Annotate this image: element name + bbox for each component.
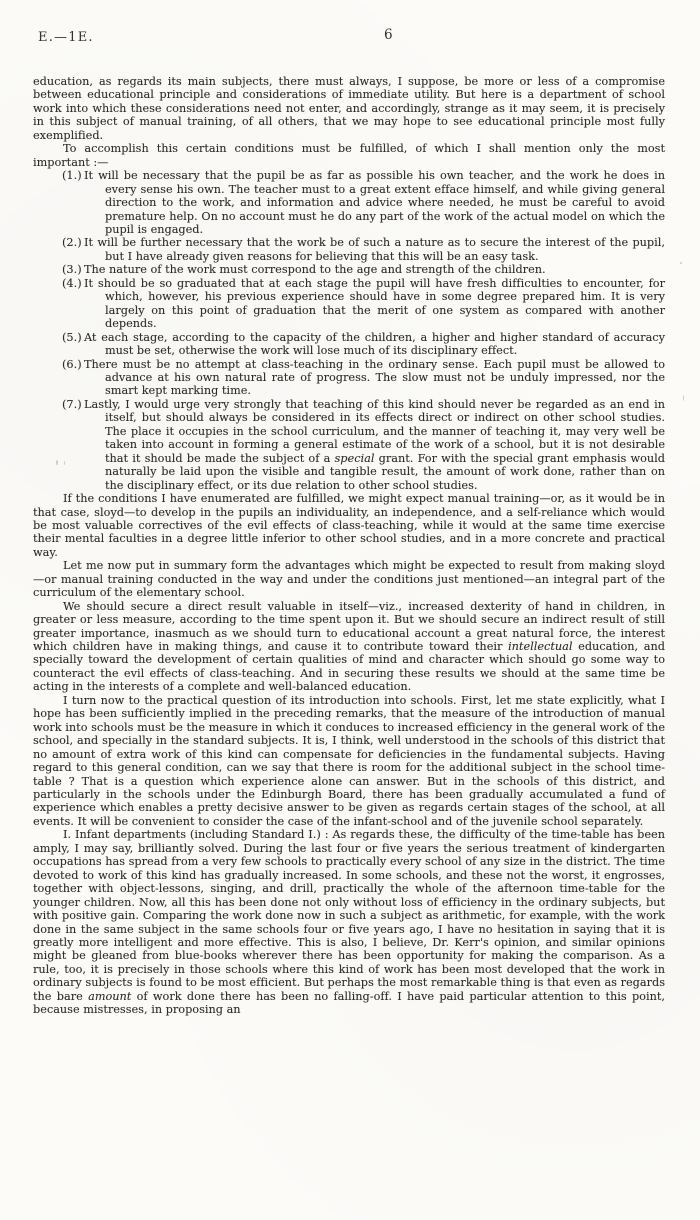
text-run: If the conditions I have enumerated are fulfilled, we might expect manual training—or, as it would be in that case, sloyd—to develop in the pupils an individuality, an independence, and a self-reliance which would be most valuable correctives of the evil effects of class-teaching, while it would at the same time exercise their mental faculties in a degree little inferior to other school studies, and in a more concrete and practical way. (33, 492, 665, 559)
list-item (33, 331, 665, 358)
paragraph (33, 75, 665, 142)
document-body (33, 75, 665, 1017)
list-item (33, 169, 665, 236)
text-run: I turn now to the practical question of its introduction into schools. First, let me state explicitly, what I hope has been sufficiently implied in the preceding remarks, that the measure of the introduction of manual work into schools must be the measure in which it conduces to increased efficiency in the general work of the school, and specially in the standard subjects. It is, I think, well understood in the schools of this district that no amount of extra work of this kind can compensate for deficiencies in the fundamental subjects. Having regard to this general condition, can we say that there is room for the additional subject in the school time-table ? That is a question which experience alone can answer. But in the schools of this district, and particularly in the schools under the Edinburgh Board, there has been gradually accumulated a fund of experience which enables a pretty decisive answer to be given as regards certain stages of the school, at all events. It will be convenient to consider the case of the infant-school and of the juvenile school separately. (33, 693, 665, 828)
list-item-number: (5.) (62, 330, 82, 344)
text-run: At each stage, according to the capacity of the children, a higher and higher standard of accuracy must be set, otherwise the work will lose much of its disciplinary effect. (84, 330, 665, 358)
text-run: I. Infant departments (including Standard I.) : As regards these, the difficulty of the time-table has been amply, I may say, brilliantly solved. During the last four or five years the serious treatment of kindergarten occupations has spread from a very few schools to practically every school of any size in the district. The time devoted to work of this kind has gradually increased. In some schools, and these not the worst, it engrosses, together with object-lessons, singing, and drill, practically the whole of the afternoon time-table for the younger children. Now, all this has been done not only without loss of efficiency in the ordinary subjects, but with positive gain. Comparing the work done now in such a subject as arithmetic, for example, with the work done in the same subject in the same schools four or five years ago, I have no hesitation in saying that it is greatly more intelligent and more effective. This is also, I believe, Dr. Kerr's opinion, and similar opinions might be gleaned from blue-books wherever there has been opportunity for making the comparison. As a rule, too, it is precisely in those schools where this kind of work has been most developed that the work in ordinary subjects is found to be most efficient. But perhaps the most remarkable thing is that even as regards the bare (33, 828, 665, 1003)
text-run: The nature of the work must correspond to the age and strength of the children. (84, 263, 546, 277)
text-run: Lastly, I would urge very strongly that teaching of this kind should never be regarded as an end in itself, but should always be considered in its effects direct or indirect on other school studies. The place it occupies in the school curriculum, and the manner of teaching it, may very well be taken into account in forming a general estimate of the work of a school, but it is not desirable that it should be made the subject of a (84, 397, 665, 465)
text-run: It should be so graduated that at each stage the pupil will have fresh difficulties to encounter, for which, however, his previous experience should have in some degree prepared him. It is very largely on this point of graduation that the merit of one system as compared with another depends. (84, 276, 665, 331)
text-run: We should secure a direct result valuable in itself—viz., increased dexterity of hand in children, in greater or less measure, according to the time spent upon it. But we should secure an indirect result of still greater importance, inasmuch as we should turn to educational account a great natural force, the interest which children have in making things, and cause it to contribute toward their (33, 599, 665, 654)
paragraph (33, 694, 665, 829)
paragraph (33, 142, 665, 169)
text-run: There must be no attempt at class-teaching in the ordinary sense. Each pupil must be allowed to advance at his own natural rate of progress. The slow must not be unduly impressed, nor the smart kept marking time. (84, 357, 665, 398)
list-item-number: (3.) (62, 263, 82, 277)
list-item (33, 398, 665, 492)
text-run: education, and specially toward the development of certain qualities of mind and character which should go some way to counteract the evil effects of class-teaching. And in securing these results we should at the same time be acting in the interests of a complete and well-balanced education. (33, 640, 665, 694)
list-item-number: (4.) (62, 276, 82, 290)
emphasized-text: intellectual (508, 640, 573, 654)
list-item (33, 263, 665, 276)
list-item-number: (6.) (62, 357, 82, 371)
scan-speck (683, 395, 684, 401)
scan-speck (56, 460, 58, 465)
list-item (33, 358, 665, 398)
list-item (33, 236, 665, 263)
paragraph (33, 828, 665, 1016)
text-run: Let me now put in summary form the advantages which might be expected to result from making sloyd—or manual training conducted in the way and under the conditions just mentioned—an integral part of the curriculum of the elementary school. (33, 559, 665, 600)
document-reference: E.—1E. (38, 30, 94, 45)
text-run: It will be further necessary that the work be of such a nature as to secure the interest of the pupil, but I have already given reasons for believing that this will be an easy task. (84, 236, 665, 263)
emphasized-text: amount (88, 989, 132, 1003)
list-item-number: (7.) (62, 397, 82, 411)
text-run: It will be necessary that the pupil be as far as possible his own teacher, and the work he does in every sense his own. The teacher must to a great extent efface himself, and while giving general direction to the work, and information and advice where needed, he must be careful to avoid premature help. On no account must he do any part of the work of the actual model on which the pupil is engaged. (84, 169, 665, 236)
text-run: grant. For with the special grant emphasis would naturally be laid upon the visible and tangible result, the amount of work done, rather than on the disciplinary effect, or its due relation to other school studies. (105, 451, 665, 492)
text-run: To accomplish this certain conditions must be fulfilled, of which I shall mention only the most important :— (33, 142, 665, 169)
paragraph (33, 492, 665, 559)
paragraph (33, 559, 665, 599)
page-number: 6 (384, 27, 393, 43)
text-run: education, as regards its main subjects, there must always, I suppose, be more or less of a compromise between educational principle and considerations of immediate utility. But here is a department of school work into which these considerations need not enter, and accordingly, strange as it may seem, it is precisely in this subject of manual training, of all others, that we may hope to see educational principle most fully exemplified. (33, 75, 665, 142)
paragraph (33, 600, 665, 694)
list-item-number: (1.) (62, 169, 82, 183)
emphasized-text: special (334, 451, 375, 465)
list-item (33, 277, 665, 331)
scan-speck (64, 461, 65, 465)
scan-speck (680, 262, 682, 264)
list-item-number: (2.) (62, 236, 82, 250)
text-run: of work done there has been no falling-off. I have paid particular attention to this point, because mistresses, in proposing an (33, 989, 666, 1017)
